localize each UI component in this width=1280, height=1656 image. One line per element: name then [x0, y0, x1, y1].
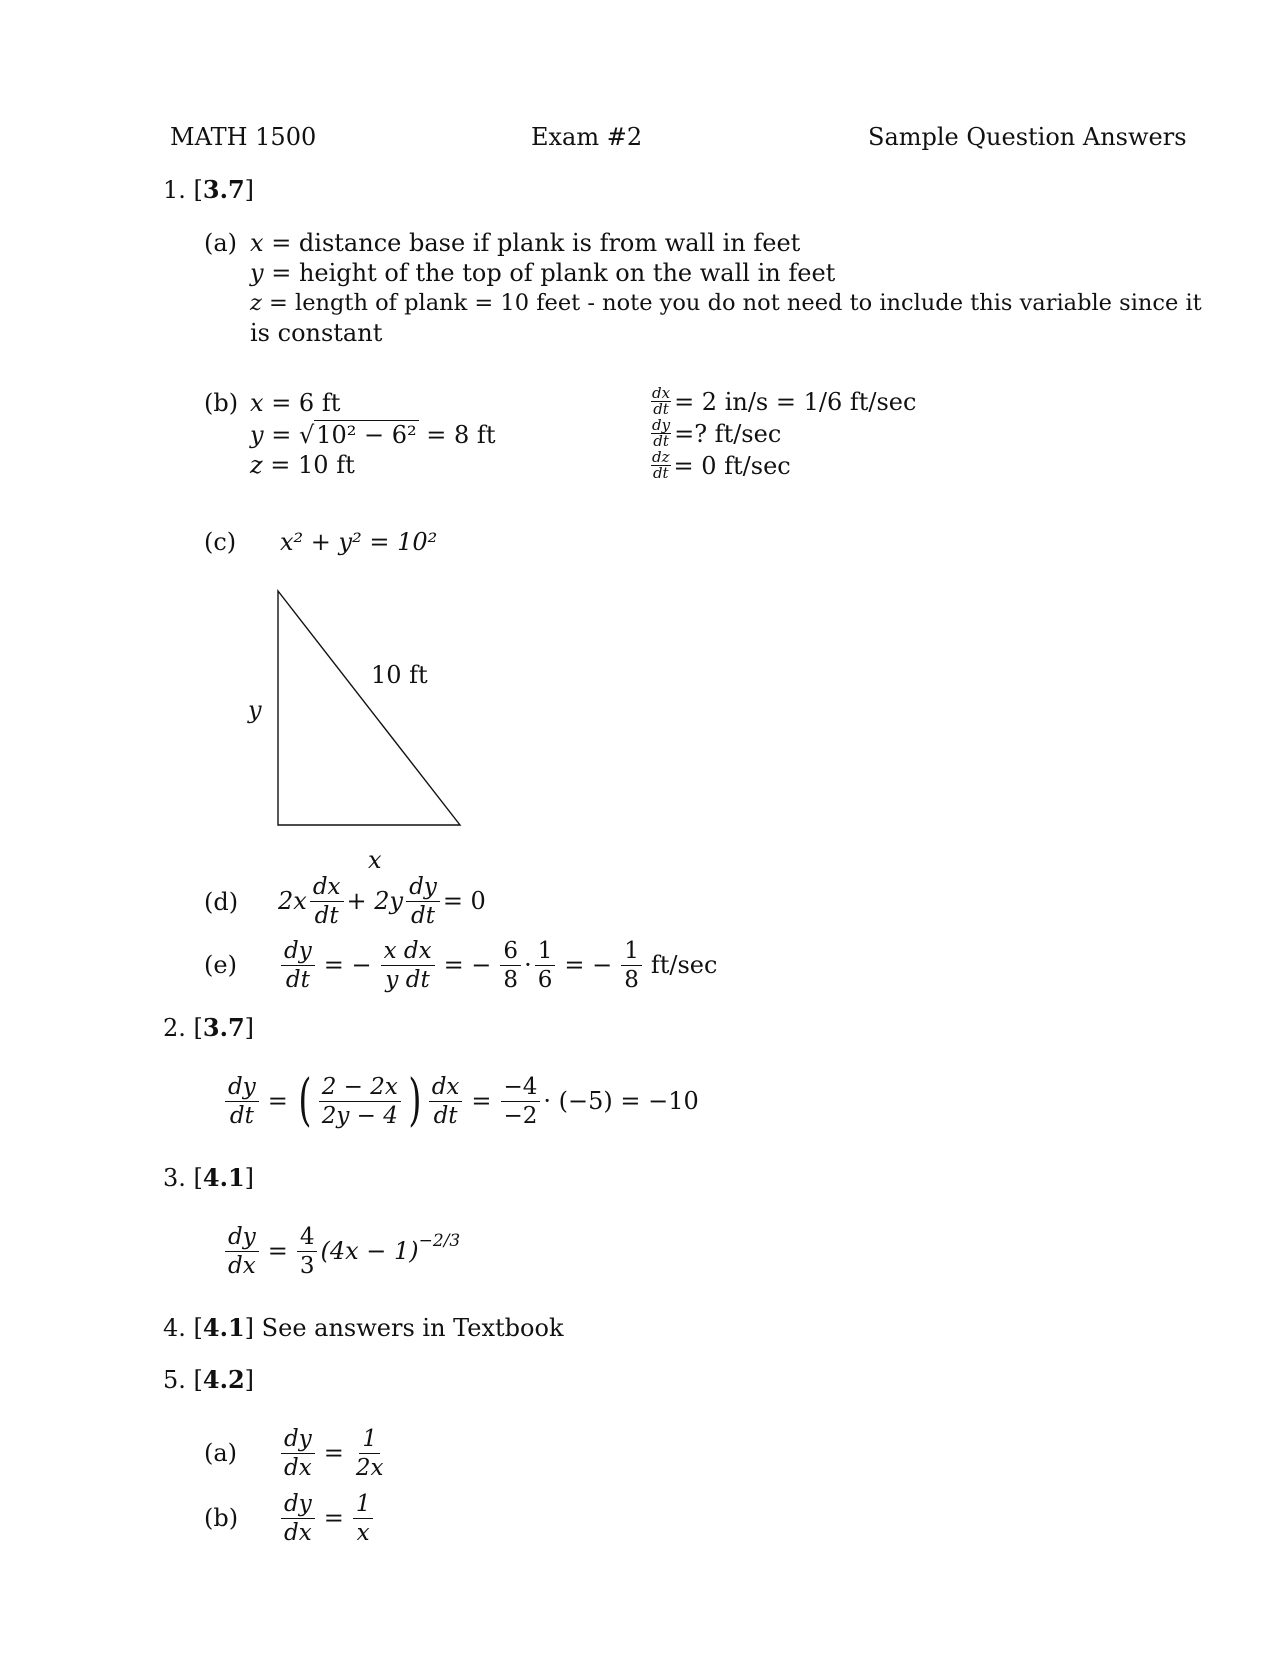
- fraction: [281, 937, 315, 994]
- side-y-label: y: [248, 696, 262, 724]
- denominator: dt: [229, 1102, 254, 1129]
- var: y: [250, 421, 264, 449]
- fraction: [621, 937, 642, 994]
- denominator: −2: [503, 1102, 538, 1129]
- term: = 0: [442, 887, 486, 915]
- fraction: [429, 1073, 463, 1130]
- text: = length of plank = 10 feet - note you do not need to include this variable since it: [269, 290, 1202, 316]
- text: =? ft/sec: [674, 419, 782, 448]
- denominator: dx: [228, 1252, 256, 1279]
- term: 2x: [278, 887, 307, 915]
- fraction: [651, 386, 671, 417]
- fraction: [281, 1425, 315, 1482]
- part-label-c: (c): [204, 528, 237, 556]
- question-number: 3.: [163, 1164, 186, 1192]
- section-ref: 3.7: [202, 175, 245, 204]
- part-label-5a: (a): [204, 1439, 238, 1467]
- question-5-heading: 5. [4.2]: [163, 1365, 255, 1394]
- numerator: dy: [281, 937, 315, 966]
- denominator: 2x: [355, 1454, 384, 1481]
- numerator: 2 − 2x: [319, 1073, 401, 1102]
- var: z: [250, 451, 263, 479]
- rate-dy: [648, 418, 781, 449]
- course-title: MATH 1500: [170, 123, 317, 151]
- numerator: x dx: [381, 937, 435, 966]
- denominator: dt: [653, 432, 669, 450]
- numerator: dy: [225, 1223, 259, 1252]
- operator: ·: [524, 951, 532, 979]
- fraction: [281, 1490, 315, 1547]
- text: = 2 in/s = 1/6 ft/sec: [674, 387, 917, 416]
- question-5a-solution: [278, 1422, 389, 1484]
- definition-y: [250, 258, 835, 288]
- question-number: 1.: [163, 176, 186, 204]
- part-label-d: (d): [204, 888, 239, 916]
- numerator: dz: [652, 448, 670, 466]
- denominator: 8: [503, 966, 519, 993]
- question-number: 4.: [163, 1314, 186, 1342]
- operator: =: [323, 1439, 344, 1467]
- numerator: 1: [621, 937, 642, 966]
- denominator: 6: [537, 966, 553, 993]
- part-label-b: (b): [204, 389, 239, 417]
- left-paren: (: [298, 1068, 312, 1133]
- dy-dt-solution: [278, 934, 717, 996]
- question-number: 2.: [163, 1014, 186, 1042]
- var: z: [250, 290, 262, 316]
- part-label-5b: (b): [204, 1504, 239, 1532]
- operator: =: [471, 1087, 492, 1115]
- result: = 8 ft: [426, 421, 496, 449]
- denominator: dx: [284, 1454, 312, 1481]
- term: + 2y: [346, 887, 404, 915]
- value-z: [250, 450, 355, 480]
- denominator: y dt: [385, 966, 430, 993]
- value-x: [250, 388, 340, 418]
- numerator: dx: [429, 1073, 463, 1102]
- denominator: dt: [652, 464, 669, 482]
- question-3-heading: 3. [4.1]: [163, 1163, 255, 1192]
- text: = 6 ft: [271, 389, 341, 417]
- fraction: [297, 1223, 318, 1280]
- operator: = −: [564, 951, 613, 979]
- numerator: dy: [406, 873, 440, 902]
- operator: =: [267, 1087, 288, 1115]
- numerator: 1: [535, 937, 556, 966]
- question-3-solution: [222, 1220, 460, 1282]
- fraction: [381, 937, 435, 994]
- base: (4x − 1): [320, 1237, 419, 1265]
- triangle-diagram: [270, 585, 470, 830]
- numerator: dy: [281, 1490, 315, 1519]
- fraction: [319, 1073, 401, 1130]
- answer-text: See answers in Textbook: [261, 1314, 564, 1342]
- fraction: [406, 873, 440, 930]
- numerator: dy: [281, 1425, 315, 1454]
- question-4-heading: 4. [4.1] See answers in Textbook: [163, 1313, 564, 1342]
- operator: =: [267, 1237, 288, 1265]
- document-title: Sample Question Answers: [868, 123, 1187, 151]
- right-paren: ): [408, 1068, 422, 1133]
- fraction: [500, 937, 521, 994]
- radicand: 10² − 6²: [316, 421, 417, 449]
- fraction: [353, 1425, 387, 1482]
- part-label-e: (e): [204, 951, 237, 979]
- right-triangle: [278, 591, 460, 825]
- fraction: [225, 1073, 259, 1130]
- numerator: 4: [297, 1223, 318, 1252]
- value-y: y = √10² − 6² = 8 ft: [250, 421, 496, 449]
- unit: ft/sec: [650, 951, 718, 979]
- denominator: 3: [299, 1252, 315, 1279]
- tail: · (−5) = −10: [543, 1087, 699, 1115]
- hypotenuse-label: 10 ft: [371, 661, 428, 689]
- var: x: [250, 389, 264, 417]
- fraction: [535, 937, 556, 994]
- numerator: 6: [500, 937, 521, 966]
- question-2-heading: 2. [3.7]: [163, 1013, 255, 1042]
- fraction: [651, 418, 671, 449]
- definition-z-cont: is constant: [250, 319, 383, 347]
- definition-x: [250, 228, 800, 258]
- denominator: x: [356, 1519, 370, 1546]
- fraction: [310, 873, 344, 930]
- question-number: 5.: [163, 1366, 186, 1394]
- denominator: dt: [314, 902, 339, 929]
- numerator: 1: [353, 1490, 374, 1519]
- operator: = −: [323, 951, 372, 979]
- denominator: dt: [410, 902, 435, 929]
- denominator: dt: [433, 1102, 458, 1129]
- question-2-solution: [222, 1068, 699, 1134]
- text: = 10 ft: [270, 451, 355, 479]
- fraction: [353, 1490, 374, 1547]
- var: x: [250, 229, 264, 257]
- var: y: [250, 259, 264, 287]
- section-ref: 4.2: [202, 1365, 245, 1394]
- fraction: [501, 1073, 541, 1130]
- pythagorean-equation: x² + y² = 10²: [280, 528, 438, 556]
- exam-title: Exam #2: [531, 123, 643, 151]
- section-ref: 3.7: [202, 1013, 245, 1042]
- side-x-label: x: [368, 846, 382, 874]
- operator: = −: [443, 951, 492, 979]
- fraction: [225, 1223, 259, 1280]
- denominator: 8: [624, 966, 639, 993]
- operator: =: [323, 1504, 344, 1532]
- differentiated-equation: [278, 870, 486, 932]
- text: = distance base if plank is from wall in feet: [271, 229, 801, 257]
- numerator: 1: [359, 1425, 380, 1454]
- part-label-a: (a): [204, 229, 238, 257]
- eq: =: [271, 421, 292, 449]
- numerator: dx: [310, 873, 344, 902]
- text: = 0 ft/sec: [673, 451, 791, 480]
- rate-dx: [648, 386, 916, 417]
- numerator: dy: [652, 416, 671, 434]
- denominator: dt: [653, 400, 669, 418]
- denominator: 2y − 4: [321, 1102, 398, 1129]
- question-5b-solution: [278, 1487, 376, 1549]
- text: = height of the top of plank on the wall in feet: [271, 259, 836, 287]
- numerator: dx: [652, 384, 671, 402]
- fraction: [651, 450, 671, 481]
- exponent: −2/3: [418, 1231, 461, 1251]
- question-1-heading: 1. [3.7]: [163, 175, 255, 204]
- rate-dz: [648, 450, 791, 481]
- denominator: dx: [284, 1519, 312, 1546]
- numerator: −4: [501, 1073, 541, 1102]
- numerator: dy: [225, 1073, 259, 1102]
- section-ref: 4.1: [202, 1163, 245, 1192]
- definition-z: [250, 288, 1202, 318]
- denominator: dt: [285, 966, 310, 993]
- section-ref: 4.1: [202, 1313, 245, 1342]
